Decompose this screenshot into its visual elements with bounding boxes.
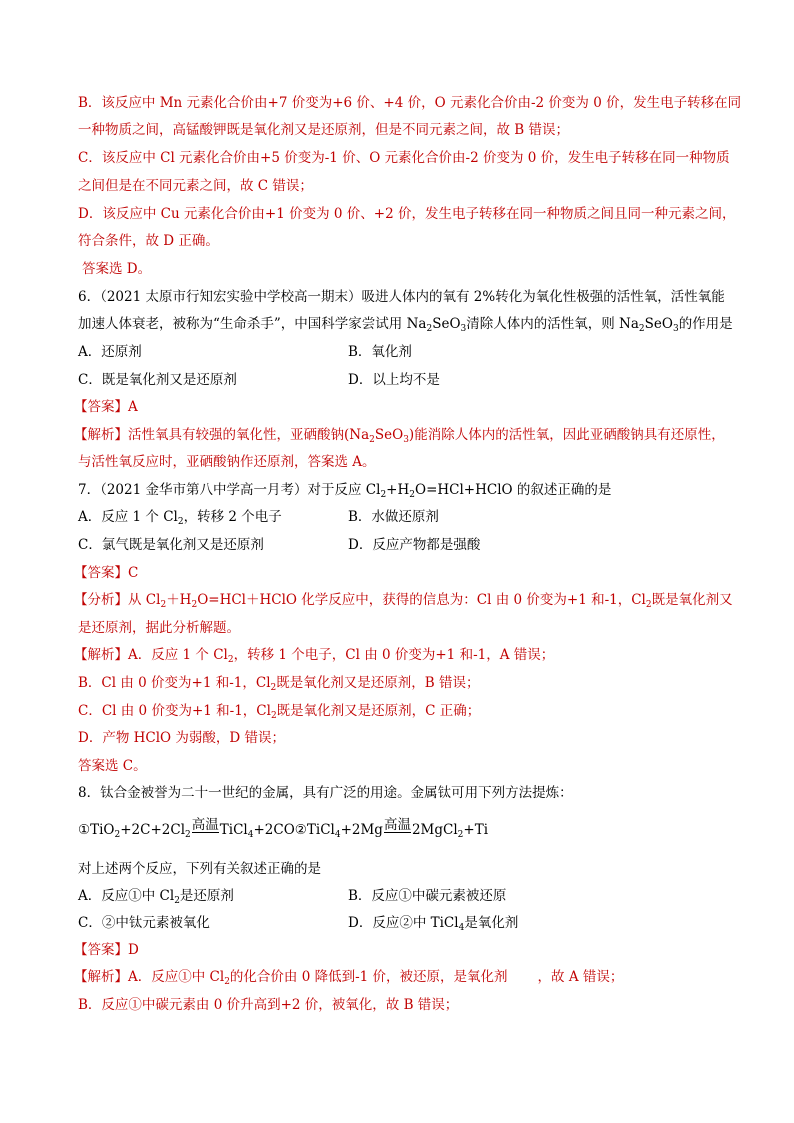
reaction-condition xyxy=(384,818,411,838)
text-span: +H xyxy=(386,482,410,498)
options-row xyxy=(78,343,728,361)
analysis-label: 【解析】 xyxy=(74,427,128,443)
subscript: 4 xyxy=(247,830,254,840)
subscript: 2 xyxy=(380,490,387,500)
text-span: +Ti xyxy=(463,822,489,838)
text-span: 是氧化剂 xyxy=(464,915,519,931)
option-d xyxy=(348,914,518,932)
text-span: 是还原剂 xyxy=(179,888,234,904)
options-row xyxy=(78,536,728,554)
subscript: 2 xyxy=(174,896,180,906)
text-span: A．反应①中 Cl xyxy=(78,888,175,904)
answer-value: D xyxy=(128,942,139,958)
text-span: A．反应 1 个 Cl xyxy=(128,647,228,663)
option-d: D．以上均不是 xyxy=(348,372,440,388)
chemical-equations xyxy=(78,818,728,848)
text-span: 从 Cl xyxy=(128,592,161,608)
option-a xyxy=(78,888,234,904)
condition-text: 高温 xyxy=(191,817,219,833)
text-span: SeO xyxy=(644,316,673,332)
subscript: 2 xyxy=(114,830,121,840)
answer-label: 【答案】 xyxy=(74,565,128,581)
analysis-line xyxy=(74,968,724,986)
text-span: ，转移 2 个电子 xyxy=(183,509,282,525)
options-row xyxy=(78,887,728,905)
text-line: 符合条件，故 D 正确。 xyxy=(78,233,219,249)
subscript: 2 xyxy=(160,600,167,610)
text-span: 加速人体衰老，被称为“生命杀手”，中国科学家尝试用 Na xyxy=(78,316,427,332)
text-span: 既是氧化剂又 xyxy=(651,592,733,608)
subscript: 2 xyxy=(227,655,234,665)
text-span: SeO xyxy=(374,427,404,443)
text-line: B．该反应中 Mn 元素化合价由+7 价变为+6 价、+4 价，O 元素化合价由-2 价变为 0 价，发生电子转移在同 xyxy=(78,95,742,111)
text-span: +2CO②TiCl xyxy=(253,822,335,838)
answer-label: 【答案】 xyxy=(74,399,128,415)
text-line: D．该反应中 Cu 元素化合价由+1 价变为 0 价、+2 价，发生电子转移在同一种物质之间且同一种元素之间， xyxy=(78,206,736,222)
subscript: 2 xyxy=(409,490,415,500)
option-b: B．水做还原剂 xyxy=(348,509,439,525)
subscript: 2 xyxy=(270,711,277,721)
text-span: ①TiO xyxy=(78,822,115,838)
subscript: 2 xyxy=(426,324,433,334)
question-7-stem xyxy=(78,481,728,499)
option-b: B．氧化剂 xyxy=(348,344,412,360)
subscript: 2 xyxy=(185,830,191,840)
subscript: 2 xyxy=(457,830,464,840)
subscript: 2 xyxy=(177,517,184,527)
text-line: 一种物质之间，高锰酸钾既是氧化剂又是还原剂，但是不同元素之间，故 B 错误； xyxy=(78,122,570,138)
text-span: 的化合价由 0 降低到-1 价，被还原，是氧化剂 xyxy=(229,969,508,985)
subscript: 2 xyxy=(270,683,277,693)
analysis-line xyxy=(78,702,728,720)
subscript: 3 xyxy=(403,435,409,445)
text-span: 2MgCl xyxy=(411,822,458,838)
analysis-line: D．产物 HClO 为弱酸，D 错误； xyxy=(78,730,286,746)
option-a: A．还原剂 xyxy=(78,344,142,360)
analysis-line: 与活性氧反应时，亚硒酸钠作还原剂，答案选 A。 xyxy=(78,454,376,470)
text-line: C．该反应中 Cl 元素化合价由+5 价变为-1 价、O 元素化合价由-2 价变为 0 价，发生电子转移在同一种物质 xyxy=(78,150,730,166)
answer-value: A xyxy=(128,399,138,415)
reaction-condition xyxy=(192,818,219,838)
option-c: C．既是氧化剂又是还原剂 xyxy=(78,372,237,388)
text-span: +2C+2Cl xyxy=(120,822,186,838)
text-span: A．反应 1 个 Cl xyxy=(78,509,178,525)
subscript: 4 xyxy=(458,923,465,933)
question-6-stem-cont xyxy=(78,315,733,334)
analysis-label: 【分析】 xyxy=(74,592,128,608)
text-span: A．反应①中 Cl xyxy=(128,969,225,985)
text-span: +2Mg xyxy=(340,822,383,838)
option-b: B．反应①中碳元素被还原 xyxy=(348,888,507,904)
text-span: ，转移 1 个电子，Cl 由 0 价变为+1 和-1，A 错误； xyxy=(233,647,555,663)
text-span: )能消除人体内的活性氧，因此亚硒酸钠具有还原性， xyxy=(408,427,725,443)
answer-line xyxy=(74,398,724,416)
options-row xyxy=(78,371,728,389)
subscript: 2 xyxy=(224,977,230,987)
analysis-line xyxy=(74,426,724,444)
text-span: 7．（2021 金华市第八中学高一月考）对于反应 Cl xyxy=(78,482,381,498)
text-span: TiCl xyxy=(219,822,248,838)
text-span: 既是氧化剂又是还原剂，B 错误； xyxy=(276,675,480,691)
analysis-line: 是还原剂，据此分析解题。 xyxy=(78,620,240,636)
text-span: C．Cl 由 0 价变为+1 和-1，Cl xyxy=(78,703,271,719)
subscript: 2 xyxy=(191,600,198,610)
text-span: ，故 A 错误； xyxy=(537,969,624,985)
answer-label: 【答案】 xyxy=(74,942,128,958)
option-d: D．反应产物都是强酸 xyxy=(348,537,481,553)
options-row xyxy=(78,508,728,526)
analysis-label: 【解析】 xyxy=(74,969,128,985)
analysis-line xyxy=(78,674,728,692)
final-answer: 答案选 D。 xyxy=(82,261,152,277)
option-c: C．氯气既是氧化剂又是还原剂 xyxy=(78,537,264,553)
answer-line xyxy=(74,564,724,582)
answer-value: C xyxy=(128,565,139,581)
subscript: 2 xyxy=(638,324,645,334)
text-span: 清除人体内的活性氧，则 Na xyxy=(466,316,639,332)
subscript: 2 xyxy=(369,435,375,445)
options-row xyxy=(78,914,728,932)
subscript: 3 xyxy=(672,324,679,334)
text-span: O=HCl+HClO 的叙述正确的是 xyxy=(415,482,612,498)
text-span: D．反应②中 TiCl xyxy=(348,915,459,931)
equals-bar xyxy=(192,832,219,838)
answer-line xyxy=(74,941,724,959)
subscript: 2 xyxy=(645,600,652,610)
text-span: 的作用是 xyxy=(678,316,733,332)
equals-bar xyxy=(384,832,411,838)
option-a xyxy=(78,509,282,525)
subscript: 4 xyxy=(334,830,341,840)
text-span: O=HCl＋HClO 化学反应中，获得的信息为：Cl 由 0 价变为+1 和-1，Cl xyxy=(197,592,646,608)
text-line: 之间但是在不同元素之间，故 C 错误； xyxy=(78,178,313,194)
text-span: B．Cl 由 0 价变为+1 和-1，Cl xyxy=(78,675,271,691)
analysis-line xyxy=(74,646,724,664)
analysis-line: B．反应①中碳元素由 0 价升高到+2 价，被氧化，故 B 错误； xyxy=(78,997,459,1013)
text-span: SeO xyxy=(432,316,461,332)
analysis-line xyxy=(74,591,733,610)
final-answer: 答案选 C。 xyxy=(78,758,147,774)
question-8-stem: 8．钛合金被誉为二十一世纪的金属，具有广泛的用途。金属钛可用下列方法提炼： xyxy=(78,785,573,801)
text-span: 既是氧化剂又是还原剂，C 正确； xyxy=(276,703,481,719)
question-8-intro: 对上述两个反应，下列有关叙述正确的是 xyxy=(78,861,321,877)
subscript: 3 xyxy=(460,324,467,334)
text-span: ＋H xyxy=(166,592,192,608)
analysis-label: 【解析】 xyxy=(74,647,128,663)
option-c: C．②中钛元素被氧化 xyxy=(78,915,210,931)
question-6-stem: 6．（2021 太原市行知宏实验中学校高一期末）吸进人体内的氧有 2%转化为氧化性极强的活性氧，活性氧能 xyxy=(78,289,725,305)
condition-text: 高温 xyxy=(383,817,411,833)
text-span: 活性氧具有较强的氧化性，亚硒酸钠(Na xyxy=(128,427,370,443)
